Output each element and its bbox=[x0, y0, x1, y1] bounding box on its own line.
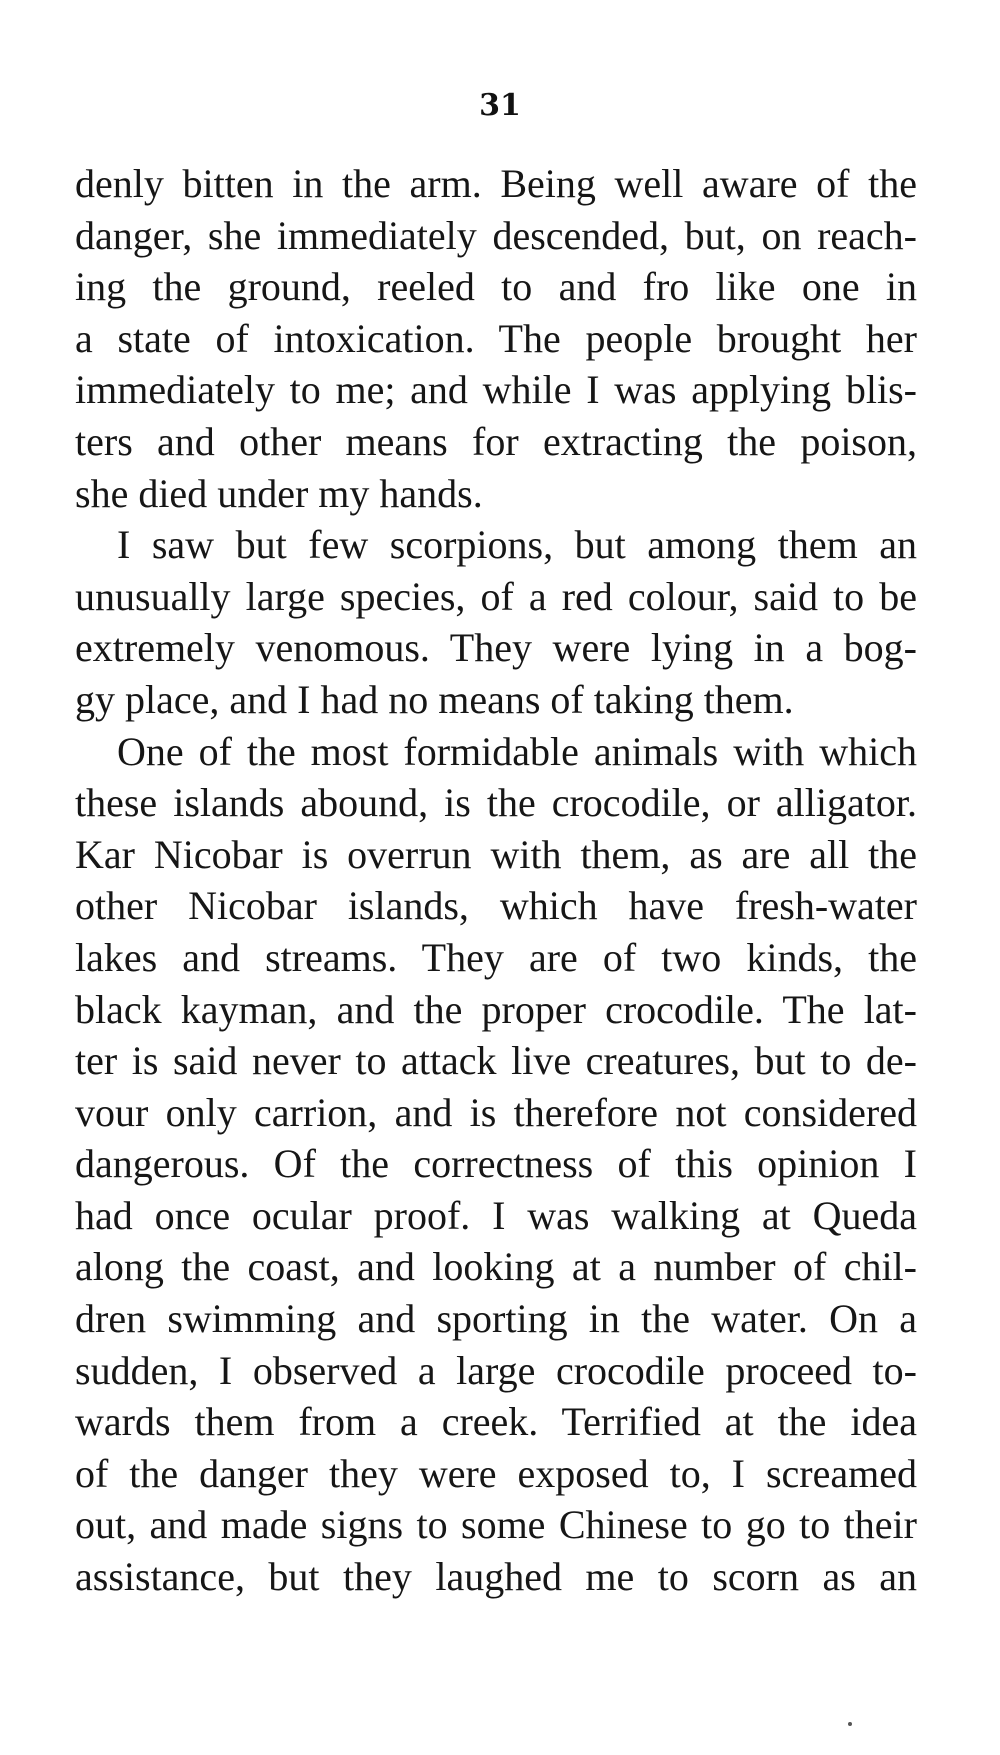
text-line: immediately to me; and while I was applying blis- bbox=[75, 367, 917, 413]
text-line: other Nicobar islands, which have fresh-water bbox=[75, 883, 917, 929]
text-line: denly bitten in the arm. Being well aware of the bbox=[75, 161, 917, 206]
text-line: lakes and streams. They are of two kinds, the bbox=[75, 934, 917, 980]
text-line: dangerous. Of the correctness of this opinion I bbox=[75, 1141, 917, 1187]
text-line: sudden, I observed a large crocodile proceed to- bbox=[75, 1347, 917, 1393]
text-line: dren swimming and sporting in the water. On a bbox=[75, 1296, 917, 1342]
text-line: wards them from a creek. Terrified at the idea bbox=[75, 1399, 917, 1445]
paragraph-start-line: I saw but few scorpions, but among them an bbox=[117, 522, 917, 568]
text-line: these islands abound, is the crocodile, or alligator. bbox=[75, 780, 917, 826]
text-line: ters and other means for extracting the poison, bbox=[75, 418, 917, 464]
text-line: danger, she immediately descended, but, on reach- bbox=[75, 212, 917, 258]
text-line: along the coast, and looking at a number of chil- bbox=[75, 1244, 917, 1290]
text-line: extremely venomous. They were lying in a bog- bbox=[75, 625, 917, 671]
text-line: of the danger they were exposed to, I screamed bbox=[75, 1450, 917, 1496]
text-line: a state of intoxication. The people brought her bbox=[75, 315, 917, 361]
body-text bbox=[75, 158, 917, 1603]
text-line: black kayman, and the proper crocodile. The lat- bbox=[75, 986, 917, 1032]
text-line: vour only carrion, and is therefore not considered bbox=[75, 1089, 917, 1135]
text-line: out, and made signs to some Chinese to go to their bbox=[75, 1502, 917, 1548]
paragraph-end-line: gy place, and I had no means of taking them. bbox=[75, 676, 794, 722]
ink-speck bbox=[848, 1722, 852, 1726]
page-number: 31 bbox=[479, 88, 521, 123]
text-line: had once ocular proof. I was walking at Queda bbox=[75, 1192, 917, 1238]
paragraph-start-line: One of the most formidable animals with which bbox=[117, 728, 917, 774]
text-line: Kar Nicobar is overrun with them, as are all the bbox=[75, 831, 917, 877]
paragraph-end-line: she died under my hands. bbox=[75, 470, 483, 516]
text-line: assistance, but they laughed me to scorn as an bbox=[75, 1554, 917, 1600]
text-line: unusually large species, of a red colour, said to be bbox=[75, 573, 917, 619]
text-line: ing the ground, reeled to and fro like one in bbox=[75, 264, 917, 310]
text-line: ter is said never to attack live creatures, but to de- bbox=[75, 1038, 917, 1084]
